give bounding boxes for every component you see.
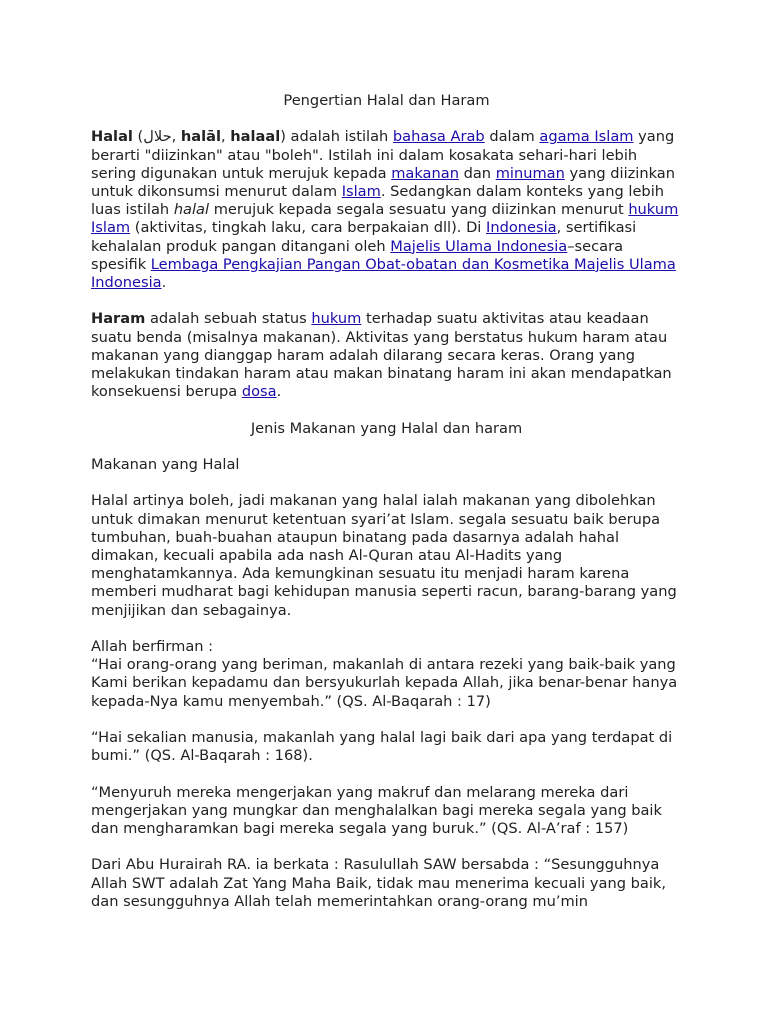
halal-italic: halal <box>173 201 210 219</box>
text-run: , sertifikasi kehalalan produk pangan ditangani oleh <box>91 219 637 255</box>
spacer <box>91 620 682 638</box>
link-dosa[interactable]: dosa <box>241 383 277 401</box>
spacer <box>91 838 682 856</box>
quote-baqarah-17: “Hai orang-orang yang beriman, makanlah di antara rezeki yang baik-baik yang Kami berikan kepadamu dan bersyukurlah kepada Allah, jika benar-benar hanya kepada-Nya kamu menyembah.” (QS. Al-Baqarah : 17) <box>91 656 678 710</box>
text-run: , <box>220 128 231 146</box>
spacer <box>91 438 682 456</box>
text-run: yang berarti "diizinkan" atau "boleh". Istilah ini dalam kosakata sehari-hari lebih sering digunakan untuk merujuk kepada <box>91 128 675 182</box>
halal-alt1: halāl <box>180 128 221 146</box>
halal-paragraph <box>91 128 682 292</box>
allah-berfirman-line: Allah berfirman : <box>91 638 214 655</box>
text-run: yang diizinkan untuk dikonsumsi menurut dalam <box>91 164 675 200</box>
link-minuman[interactable]: minuman <box>495 164 565 182</box>
spacer <box>91 711 682 729</box>
spacer <box>91 292 682 310</box>
link-bahasa-arab[interactable]: bahasa Arab <box>392 128 485 146</box>
section-title: Jenis Makanan yang Halal dan haram <box>250 419 523 437</box>
haram-paragraph <box>91 310 682 401</box>
text-run: dan <box>458 164 496 182</box>
arabic-term: حلال <box>143 128 172 146</box>
link-makanan[interactable]: makanan <box>391 164 459 182</box>
text-run: . <box>276 383 282 401</box>
text-run: ( <box>132 128 144 146</box>
link-islam[interactable]: Islam <box>341 183 381 200</box>
text-run: , <box>171 128 181 146</box>
link-indonesia[interactable]: Indonesia <box>486 219 557 237</box>
text-run: adalah sebuah status <box>145 310 312 328</box>
quote-baqarah-168: “Hai sekalian manusia, makanlah yang halal lagi baik dari apa yang terdapat di bumi.” (QS. Al-Baqarah : 168). <box>91 729 673 765</box>
text-run: . <box>161 274 167 292</box>
quote-araf-157: “Menyuruh mereka mengerjakan yang makruf dan melarang mereka dari mengerjakan yang mungkar dan menghalalkan bagi mereka segala yang baik dan mengharamkan bagi mereka segala yang buruk.” (QS. Al-A’raf : 157) <box>91 783 662 837</box>
text-run: terhadap suatu aktivitas atau keadaan suatu benda (misalnya makanan). Aktivitas yang berstatus hukum haram atau makanan yang dianggap haram adalah dilarang secara keras. Orang yang melakukan tindakan haram atau makan binatang haram ini akan mendapatkan konsekuensi berupa <box>91 310 672 401</box>
text-run: ) adalah istilah <box>280 128 393 146</box>
text-run: –secara spesifik <box>91 237 624 273</box>
hadith-paragraph: Dari Abu Hurairah RA. ia berkata : Rasulullah SAW bersabda : “Sesungguhnya Allah SWT adalah Zat Yang Maha Baik, tidak mau menerima kecuali yang baik, dan sesungguhnya Allah telah memerintahkan orang-orang mu’min <box>91 856 666 910</box>
link-hukum-islam[interactable]: hukum Islam <box>91 201 679 237</box>
halal-meaning-paragraph: Halal artinya boleh, jadi makanan yang halal ialah makanan yang dibolehkan untuk dimakan menurut ketentuan syari’at Islam. segala sesuatu baik berupa tumbuhan, buah-buahan ataupun binatang pada dasarnya adalah hahal dimakan, kecuali apabila ada nash Al-Quran atau Al-Hadits yang menghatamkannya. Ada kemungkinan sesuatu itu menjadi haram karena memberi mudharat bagi kehidupan manusia seperti racun, barang-barang yang menjijikan dan sebagainya. <box>91 492 677 619</box>
halal-alt2: halaal <box>230 128 281 146</box>
link-agama-islam[interactable]: agama Islam <box>539 128 634 146</box>
sub-title: Makanan yang Halal <box>91 456 240 473</box>
page-title: Pengertian Halal dan Haram <box>283 92 490 109</box>
spacer <box>91 110 682 128</box>
text-run: . Sedangkan dalam konteks yang lebih luas istilah <box>91 183 665 219</box>
text-run: (aktivitas, tingkah laku, cara berpakaian dll). Di <box>130 219 487 237</box>
link-lppom-mui[interactable]: Lembaga Pengkajian Pangan Obat-obatan dan Kosmetika Majelis Ulama Indonesia <box>91 255 676 292</box>
link-majelis-ulama-indonesia[interactable]: Majelis Ulama Indonesia <box>390 237 568 255</box>
spacer <box>91 474 682 492</box>
haram-term: Haram <box>91 310 146 328</box>
spacer <box>91 401 682 419</box>
halal-term: Halal <box>91 128 133 146</box>
spacer <box>91 765 682 783</box>
link-hukum[interactable]: hukum <box>311 310 362 328</box>
text-run: merujuk kepada segala sesuatu yang diizinkan menurut <box>209 201 629 219</box>
text-run: dalam <box>484 128 540 146</box>
